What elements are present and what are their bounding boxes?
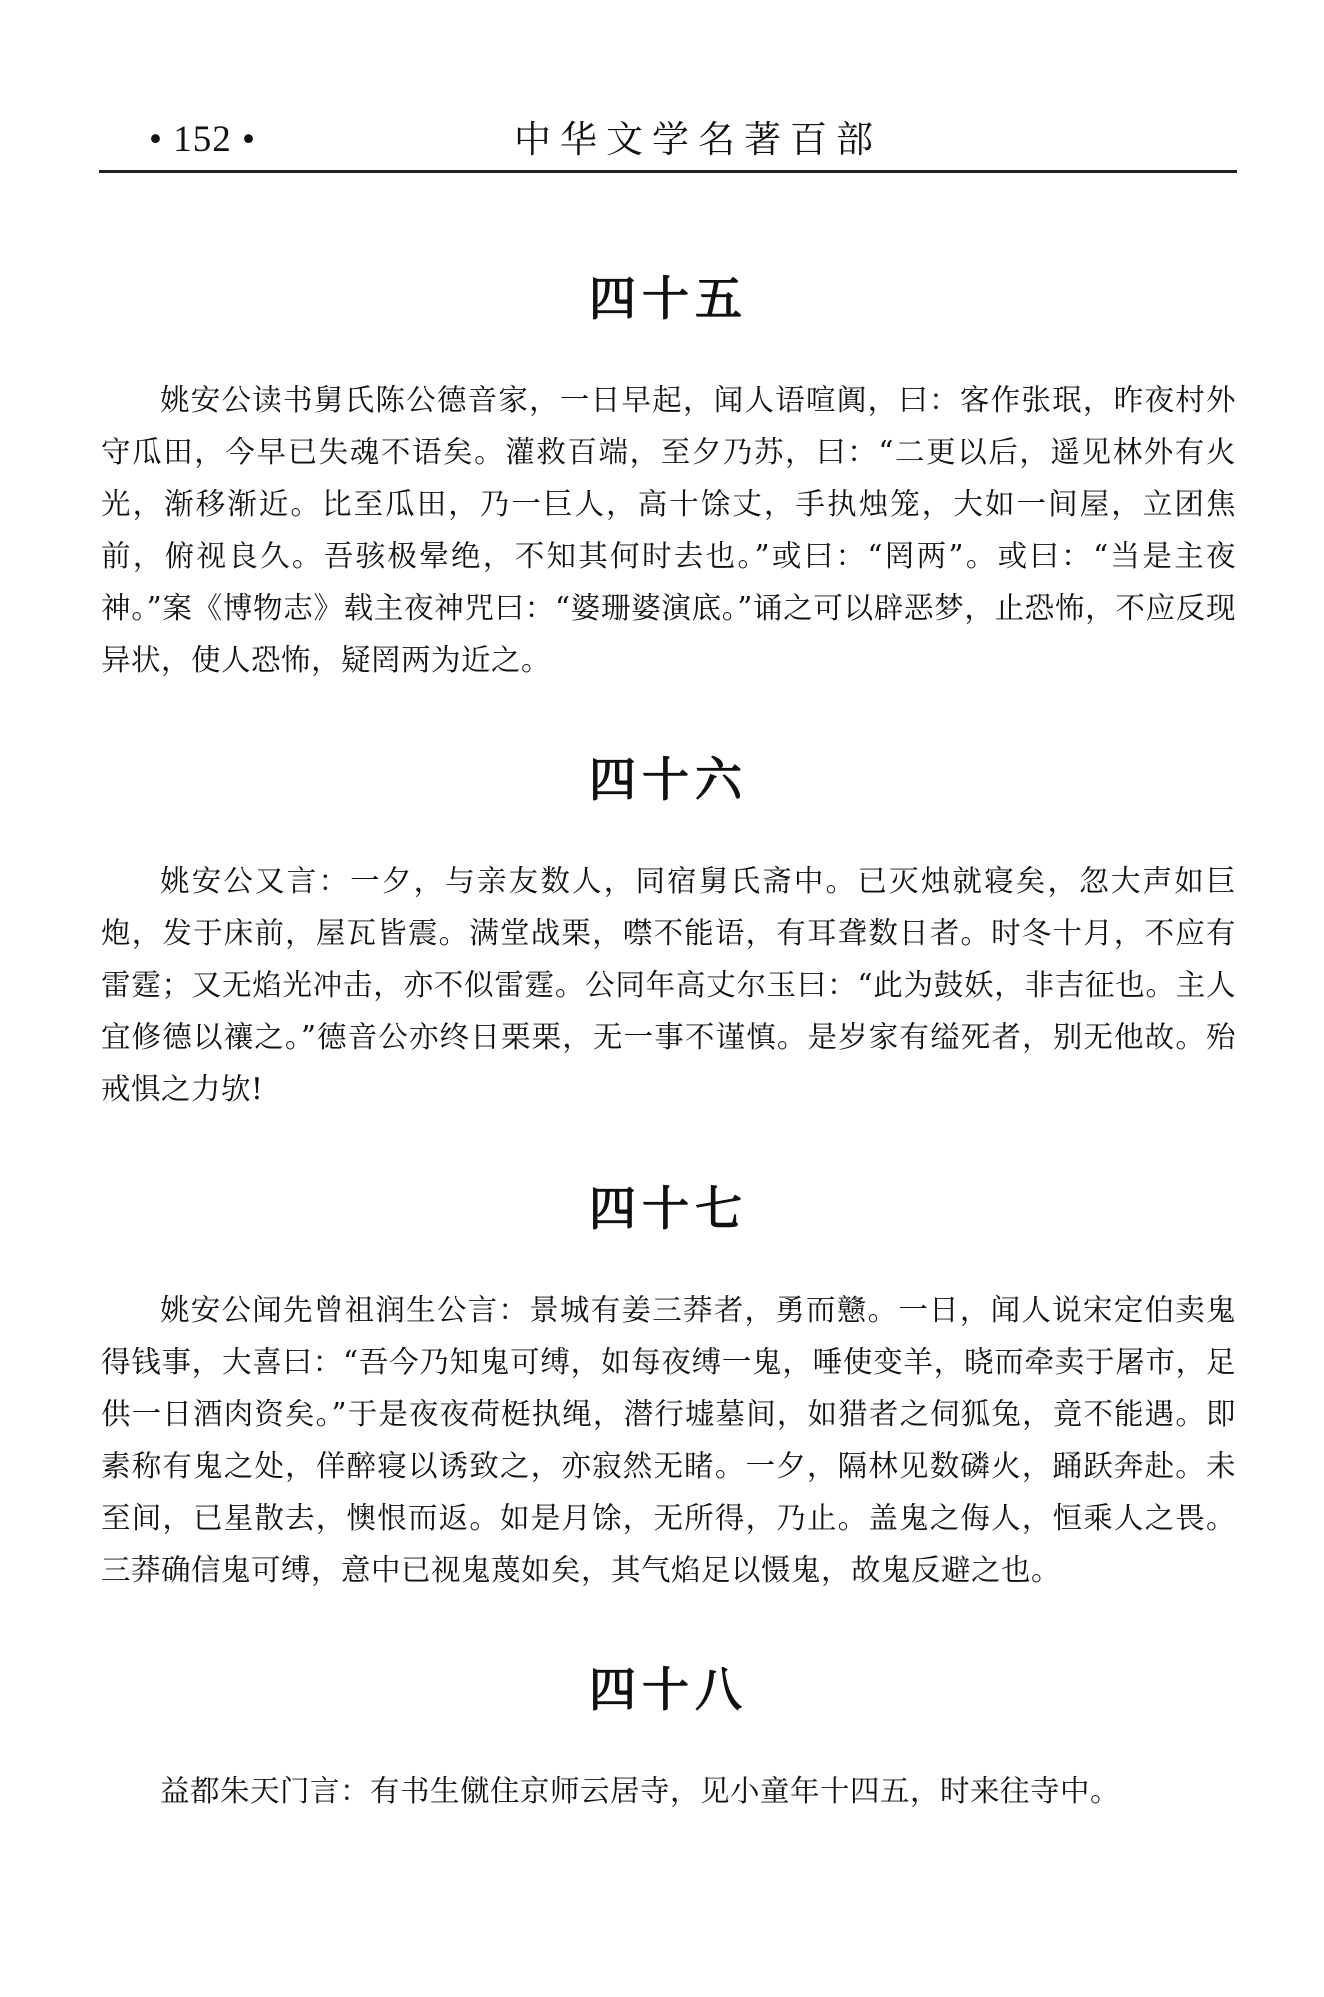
page-number: • 152 •	[149, 119, 256, 160]
section-heading: 四十八	[589, 1663, 748, 1718]
section-heading: 四十五	[589, 272, 748, 327]
section-paragraph: 姚安公闻先曾祖润生公言：景城有姜三莽者，勇而戆。一日，闻人说宋定伯卖鬼得钱事，大喜曰：“吾今乃知鬼可缚，如每夜缚一鬼，唾使变羊，晓而牵卖于屠市，足供一日酒肉资矣。”于是夜夜荷梃执绳，潜行墟墓间，如猎者之伺狐兔，竟不能遇。即素称有鬼之处，佯醉寝以诱致之，亦寂然无睹。一夕，隔林见数磷火，踊跃奔赴。未至间，已星散去，懊恨而返。如是月馀，无所得，乃止。盖鬼之侮人，恒乘人之畏。三莽确信鬼可缚，意中已视鬼蔑如矣，其气焰足以慑鬼，故鬼反避之也。	[101, 1293, 1236, 1587]
header-divider	[99, 170, 1237, 173]
section-48	[101, 1641, 1236, 1817]
page-body	[101, 250, 1236, 1817]
section-paragraph: 姚安公读书舅氏陈公德音家，一日早起，闻人语喧阗，曰：客作张珉，昨夜村外守瓜田，今早已失魂不语矣。灌救百端，至夕乃苏，曰：“二更以后，遥见林外有火光，渐移渐近。比至瓜田，乃一巨人，高十馀丈，手执烛笼，大如一间屋，立团焦前，俯视良久。吾骇极晕绝，不知其何时去也。”或曰：“罔两”。或曰：“当是主夜神。”案《博物志》载主夜神咒曰：“婆珊婆演底。”诵之可以辟恶梦，止恐怖，不应反现异状，使人恐怖，疑罔两为近之。	[101, 383, 1236, 677]
section-heading: 四十六	[589, 753, 748, 808]
section-heading: 四十七	[589, 1182, 748, 1237]
section-paragraph: 姚安公又言：一夕，与亲友数人，同宿舅氏斋中。已灭烛就寝矣，忽大声如巨炮，发于床前，屋瓦皆震。满堂战栗，噤不能语，有耳聋数日者。时冬十月，不应有雷霆；又无焰光冲击，亦不似雷霆。公同年高丈尔玉曰：“此为鼓妖，非吉征也。主人宜修德以禳之。”德音公亦终日栗栗，无一事不谨慎。是岁家有缢死者，别无他故。殆戒惧之力欤!	[101, 864, 1236, 1106]
section-47	[101, 1160, 1236, 1596]
section-paragraph: 益都朱天门言：有书生僦住京师云居寺，见小童年十四五，时来往寺中。	[160, 1774, 1121, 1808]
running-header	[99, 112, 1237, 168]
section-45	[101, 250, 1236, 686]
section-46	[101, 731, 1236, 1115]
book-title: 中华文学名著百部	[514, 118, 882, 161]
